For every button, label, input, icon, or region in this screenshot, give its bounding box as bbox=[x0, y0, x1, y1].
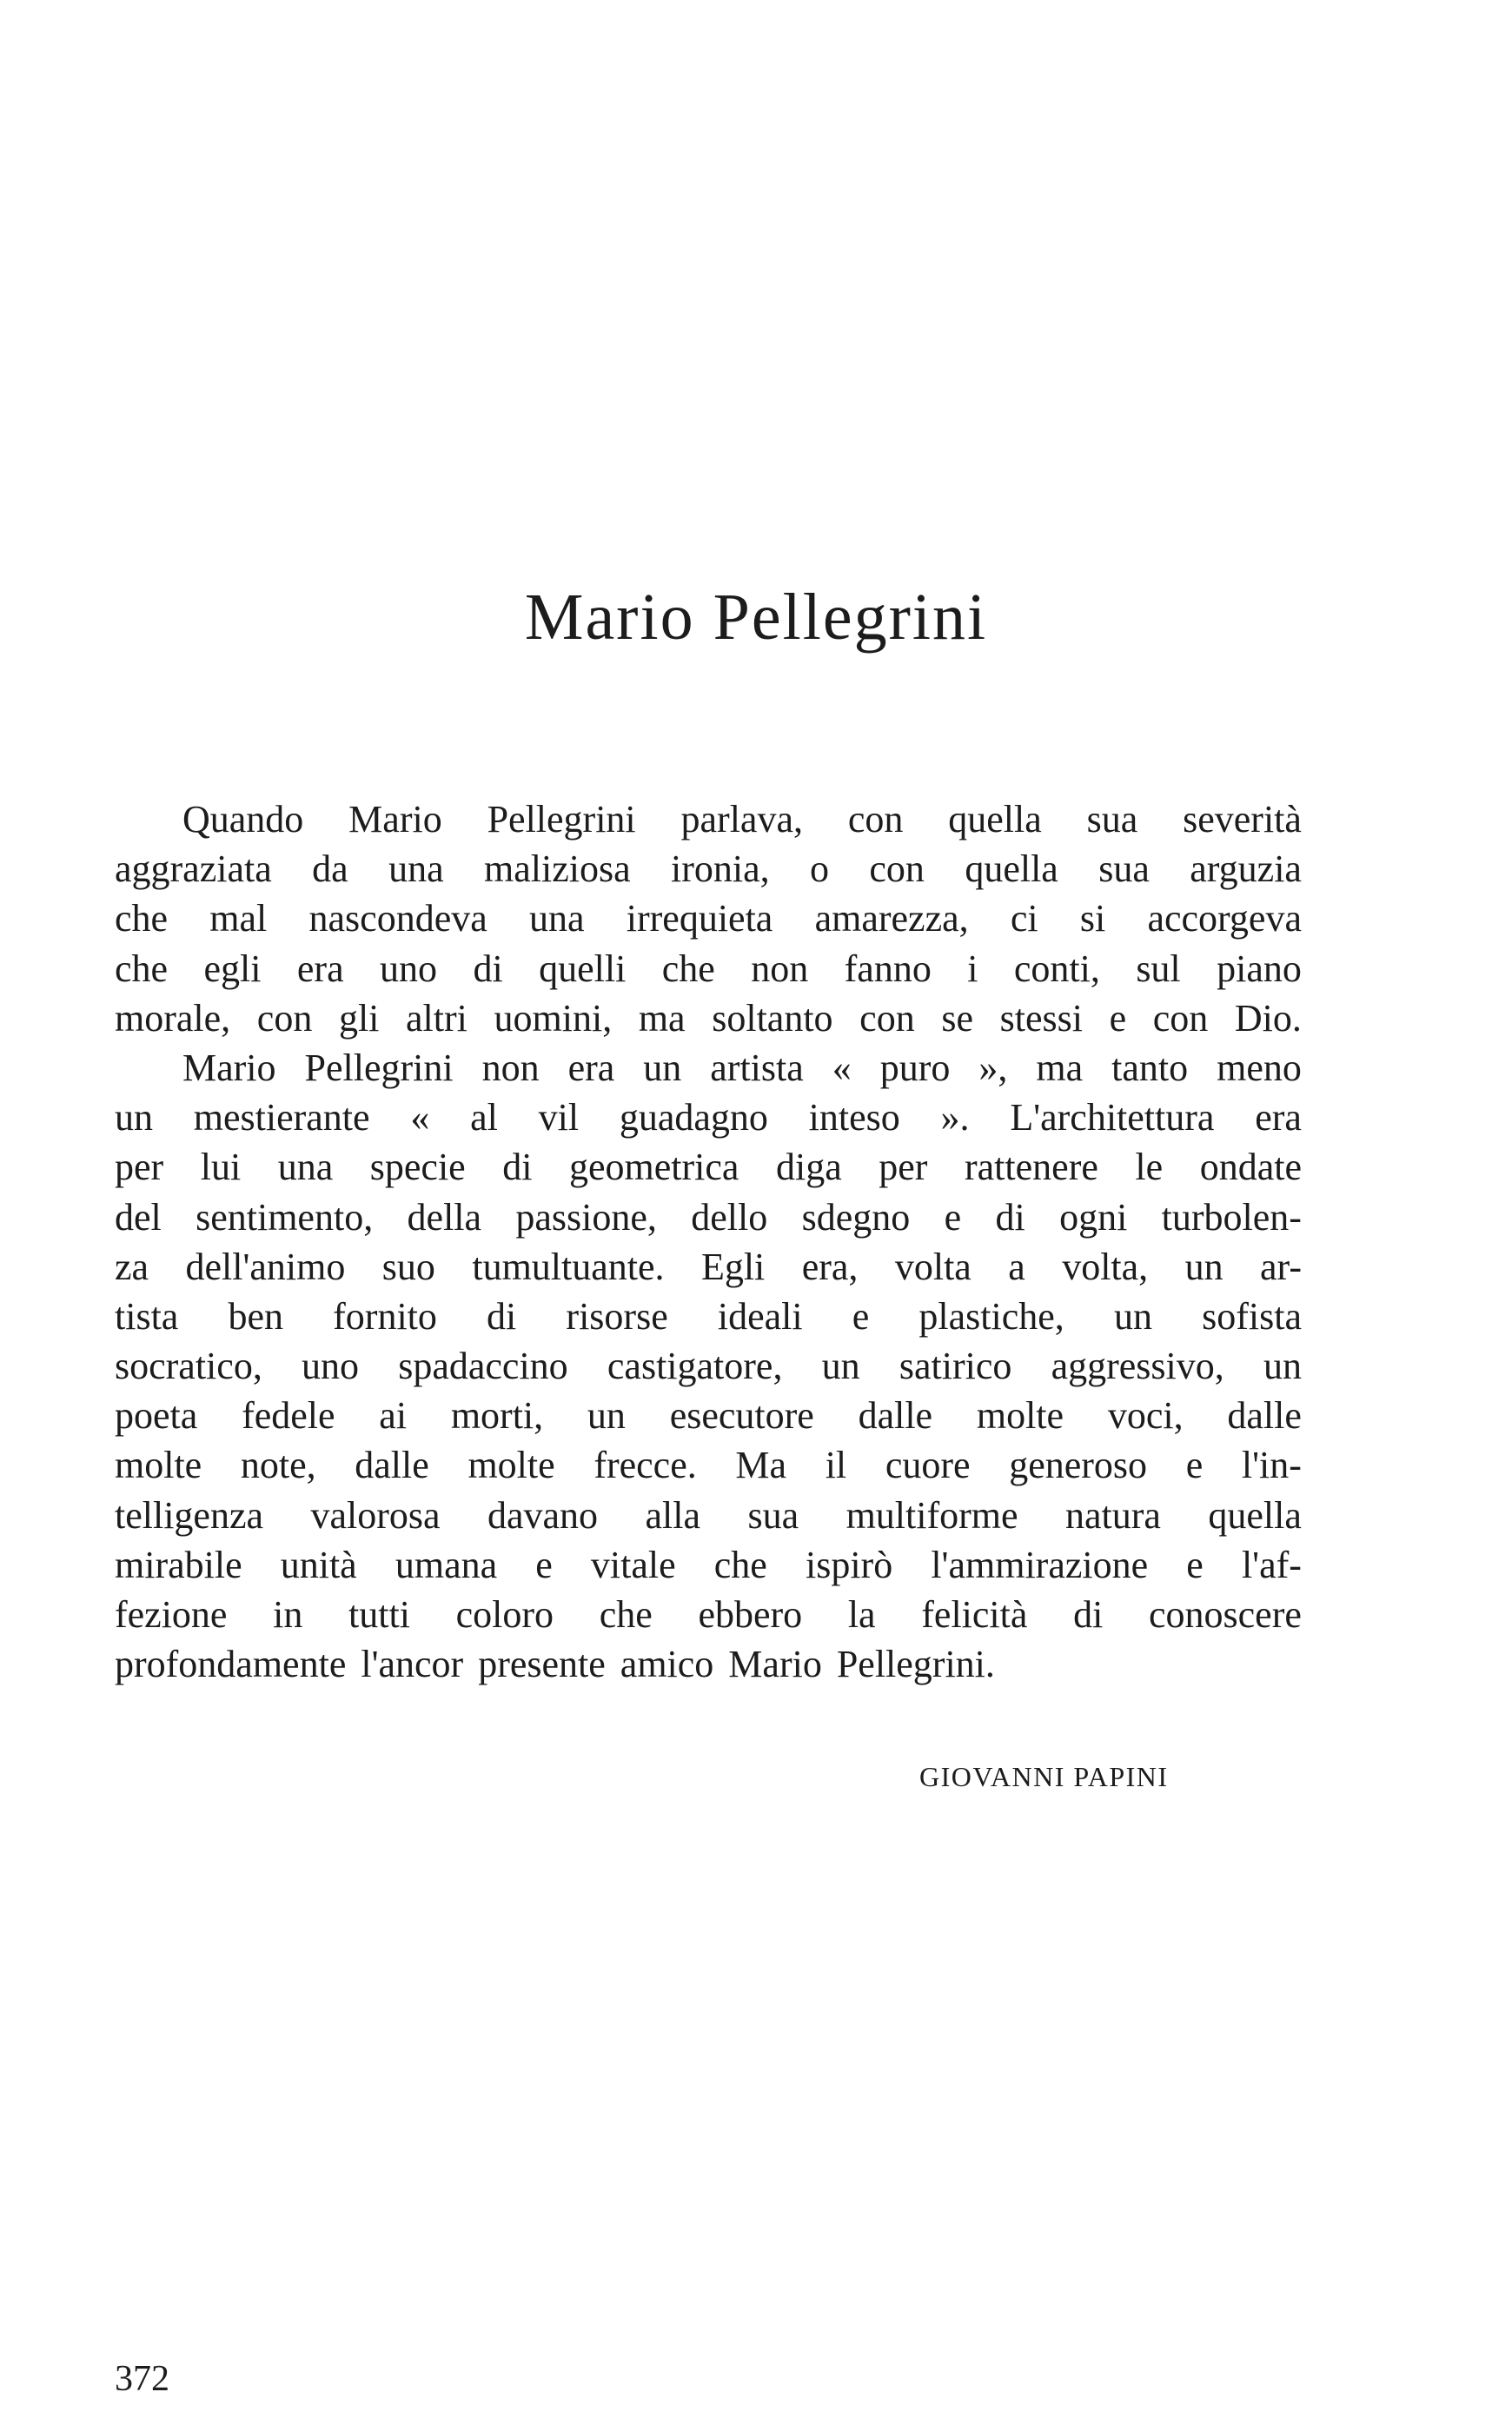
text-line: za dell'animo suo tumultuante. Egli era, volta a volta, un ar- bbox=[115, 1245, 1302, 1288]
text-line: telligenza valorosa davano alla sua multiforme natura quella bbox=[115, 1493, 1302, 1537]
text-line: Quando Mario Pellegrini parlava, con quella sua severità bbox=[182, 798, 1302, 841]
page-title: Mario Pellegrini bbox=[524, 581, 988, 654]
text-line: che egli era uno di quelli che non fanno i conti, sul piano bbox=[115, 947, 1302, 990]
text-line: poeta fedele ai morti, un esecutore dalle molte voci, dalle bbox=[115, 1394, 1302, 1438]
body-text bbox=[115, 794, 1302, 1689]
text-line: tista ben fornito di risorse ideali e plastiche, un sofista bbox=[115, 1294, 1302, 1338]
text-line: morale, con gli altri uomini, ma soltanto con se stessi e con Dio. bbox=[115, 996, 1302, 1040]
author-signature: GIOVANNI PAPINI bbox=[919, 1761, 1169, 1792]
text-line: un mestierante « al vil guadagno inteso ». L'architettura era bbox=[115, 1096, 1302, 1140]
page-number: 372 bbox=[115, 2359, 169, 2399]
text-line: che mal nascondeva una irrequieta amarezza, ci si accorgeva bbox=[115, 897, 1302, 940]
text-line: profondamente l'ancor presente amico Mario Pellegrini. bbox=[115, 1643, 995, 1686]
text-line: aggraziata da una maliziosa ironia, o con quella sua arguzia bbox=[115, 847, 1302, 891]
text-line: socratico, uno spadaccino castigatore, un satirico aggressivo, un bbox=[115, 1345, 1302, 1388]
text-line: molte note, dalle molte frecce. Ma il cuore generoso e l'in- bbox=[115, 1444, 1302, 1487]
text-line: fezione in tutti coloro che ebbero la felicità di conoscere bbox=[115, 1593, 1302, 1636]
text-line: del sentimento, della passione, dello sdegno e di ogni turbolen- bbox=[115, 1195, 1302, 1239]
text-line: mirabile unità umana e vitale che ispirò l'ammirazione e l'af- bbox=[115, 1543, 1302, 1586]
text-line: Mario Pellegrini non era un artista « puro », ma tanto meno bbox=[182, 1046, 1302, 1089]
text-line: per lui una specie di geometrica diga per rattenere le ondate bbox=[115, 1146, 1302, 1189]
